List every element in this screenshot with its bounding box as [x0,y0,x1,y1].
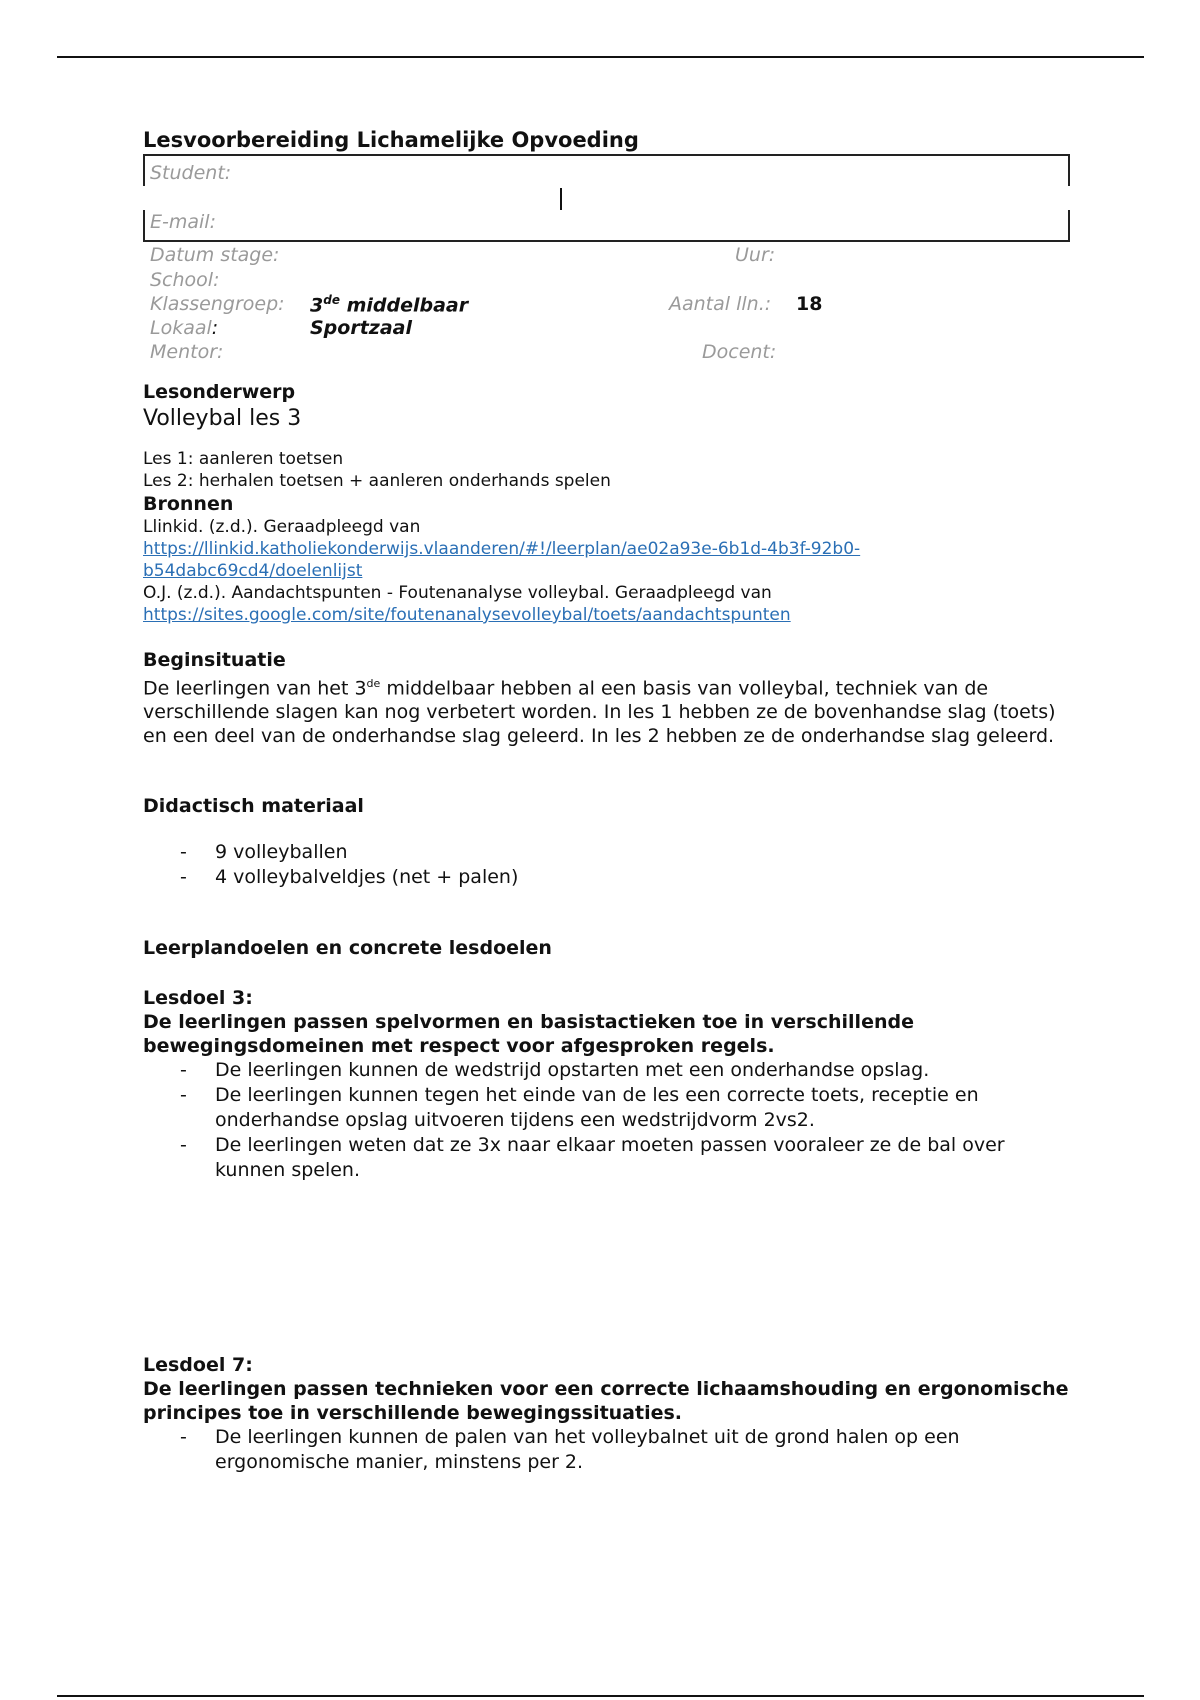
lokaal-value: Sportzaal [310,317,413,339]
source-1-link[interactable]: https://llinkid.katholiekonderwijs.vlaanderen/#!/leerplan/ae02a93e-6b1d-4b3f-92b0- b54dabc69cd4/doelenlijst [143,539,861,581]
list-item: - De leerlingen kunnen tegen het einde van de les een correcte toets, receptie en onderhandse opslag uitvoeren tijdens een wedstrijdvorm 2vs2. [143,1083,1070,1133]
klassengroep-label: Klassengroep: [150,293,285,315]
klassengroep-value: 3de middelbaar [310,293,469,317]
header-rule [57,56,1144,58]
doelen-heading: Leerplandoelen en concrete lesdoelen [143,937,552,960]
mentor-label: Mentor: [150,341,224,363]
student-label: Student: [150,162,232,184]
lesson-meta [143,242,1070,364]
lokaal-label: Lokaal: [150,317,219,339]
school-label: School: [150,269,220,291]
source-2-link[interactable]: https://sites.google.com/site/foutenanalysevolleybal/toets/aandachtspunten [143,605,791,625]
list-item: - 4 volleybalveldjes (net + palen) [143,865,1070,890]
beginsituatie-text: De leerlingen van het 3de middelbaar hebben al een basis van volleybal, techniek van de verschillende slagen kan nog verbetert worden. In les 1 hebben ze de bovenhandse slag (toets) en een deel van de onderhandse slag geleerd. In les 2 hebben ze de onderhandse slag geleerd. [143,677,1056,748]
list-item: - De leerlingen weten dat ze 3x naar elkaar moeten passen vooraleer ze de bal over kunnen spelen. [143,1133,1070,1183]
list-item: - De leerlingen kunnen de palen van het volleybalnet uit de grond halen op een ergonomische manier, minstens per 2. [143,1425,1070,1475]
lesdoel-3-list [143,1058,1070,1183]
lesson-topic: Volleybal les 3 [143,406,302,431]
lesonderwerp-heading: Lesonderwerp [143,381,296,403]
page-title: Lesvoorbereiding Lichamelijke Opvoeding [143,128,639,152]
source-1-text: Llinkid. (z.d.). Geraadpleegd van [143,517,421,537]
lesdoel-7-statement: De leerlingen passen technieken voor een correcte lichaamshouding en ergonomische principes toe in verschillende bewegingssituaties. [143,1378,1069,1425]
footer-rule [57,1695,1144,1697]
document-body [143,126,1070,1475]
list-item: - 9 volleyballen [143,840,1070,865]
lesdoel-3-statement: De leerlingen passen spelvormen en basistactieken toe in verschillende bewegingsdomeinen met respect voor afgesproken regels. [143,1011,914,1058]
materiaal-heading: Didactisch materiaal [143,795,364,818]
email-label: E-mail: [150,211,216,233]
text-cursor [560,188,562,210]
aantal-value: 18 [796,293,823,315]
lesdoel-7-title: Lesdoel 7: [143,1354,253,1377]
datum-label: Datum stage: [150,244,280,266]
list-item: - De leerlingen kunnen de wedstrijd opstarten met een onderhandse opslag. [143,1058,1070,1083]
les2-note: Les 2: herhalen toetsen + aanleren onderhands spelen [143,471,611,491]
les1-note: Les 1: aanleren toetsen [143,449,344,469]
lesdoel-3-title: Lesdoel 3: [143,987,253,1010]
aantal-label: Aantal lln.: [669,293,772,315]
materiaal-list [143,840,1070,890]
student-info-box[interactable] [143,154,1070,242]
docent-label: Docent: [702,341,777,363]
source-2-text: O.J. (z.d.). Aandachtspunten - Foutenanalyse volleybal. Geraadpleegd van [143,583,772,603]
bronnen-heading: Bronnen [143,493,234,515]
uur-label: Uur: [735,244,776,266]
lesdoel-7-list [143,1425,1070,1475]
beginsituatie-heading: Beginsituatie [143,649,286,671]
